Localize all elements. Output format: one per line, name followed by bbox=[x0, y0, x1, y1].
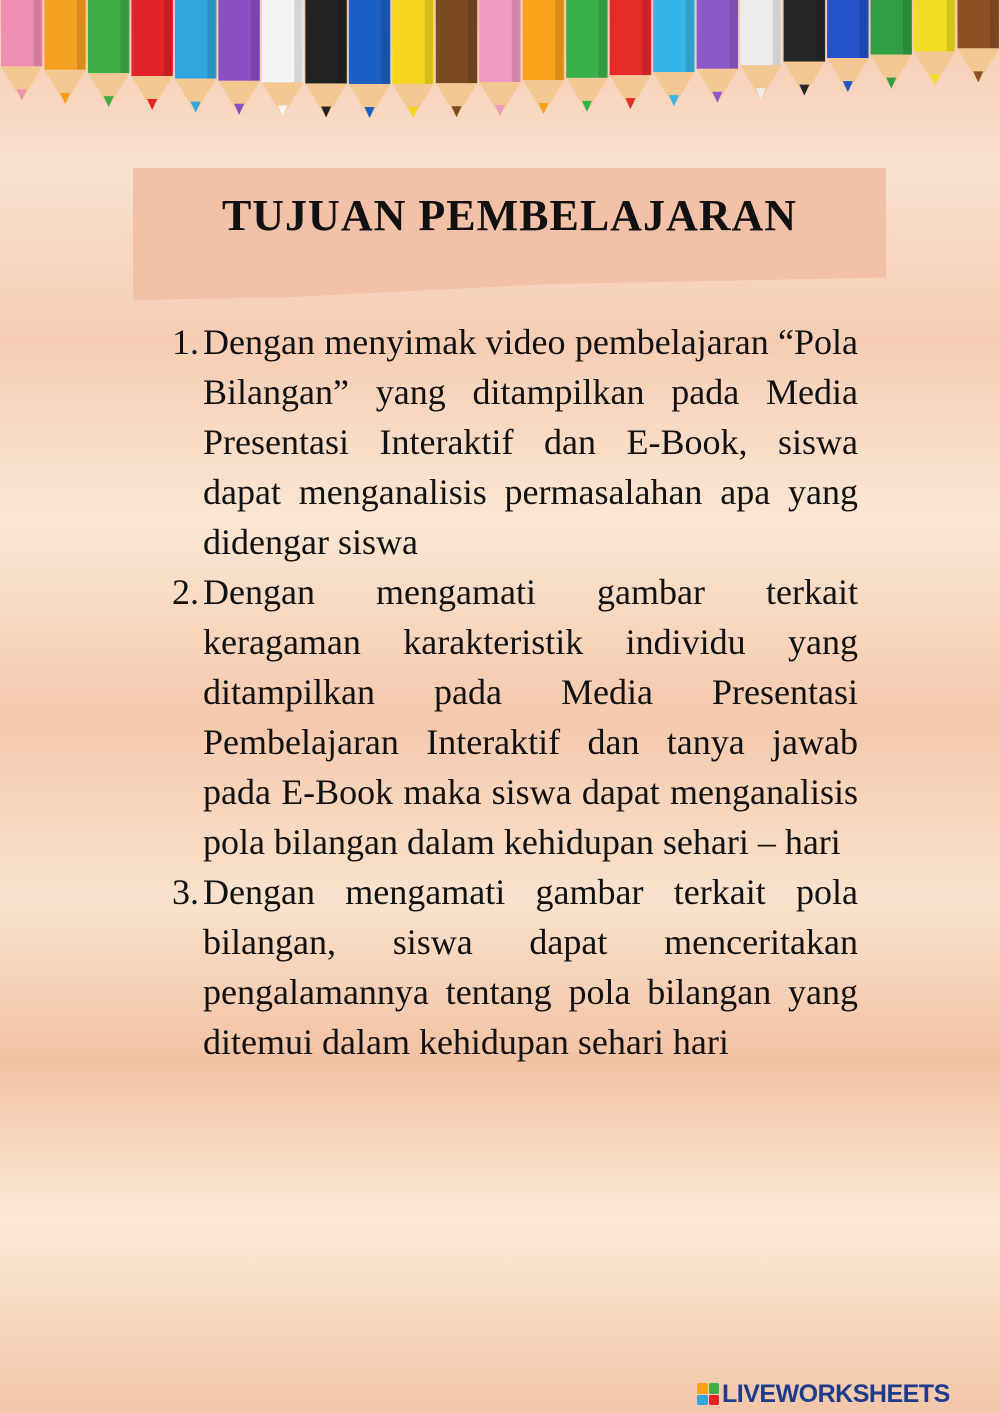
pencil bbox=[610, 0, 651, 109]
goal-number: 3. bbox=[172, 872, 199, 912]
goal-number: 2. bbox=[172, 572, 199, 612]
learning-goals-list bbox=[172, 317, 858, 1067]
pencil bbox=[175, 0, 216, 113]
goal-item-3 bbox=[172, 867, 858, 1067]
goal-number: 1. bbox=[172, 322, 199, 362]
liveworksheets-logo-icon bbox=[697, 1383, 719, 1405]
pencil bbox=[566, 0, 607, 112]
pencil bbox=[131, 0, 172, 110]
goal-text: Dengan menyimak video pembelajaran “Pola Bilangan” yang ditampilkan pada Media Presentasi Interaktif dan E-Book, siswa dapat menganalisis permasalahan apa yang didengar siswa bbox=[203, 322, 858, 562]
pencil-border-decoration bbox=[0, 0, 1000, 160]
pencil bbox=[653, 0, 694, 106]
pencil bbox=[392, 0, 433, 118]
goal-text: Dengan mengamati gambar terkait keragaman karakteristik individu yang ditampilkan pada Media Presentasi Pembelajaran Interaktif dan tanya jawab pada E-Book maka siswa dapat menganalisis pola bilangan dalam kehidupan sehari – hari bbox=[203, 572, 858, 862]
pencil bbox=[1, 0, 42, 100]
pencil bbox=[914, 0, 955, 85]
page-title: TUJUAN PEMBELAJARAN bbox=[221, 191, 798, 240]
pencil bbox=[479, 0, 520, 116]
liveworksheets-logo bbox=[697, 1379, 950, 1409]
logo-text: LIVEWORKSHEETS bbox=[722, 1379, 950, 1408]
pencil bbox=[436, 0, 477, 117]
pencil bbox=[349, 0, 390, 118]
pencil bbox=[958, 0, 999, 82]
goal-item-1 bbox=[172, 317, 858, 567]
pencil bbox=[697, 0, 738, 103]
pencil bbox=[88, 0, 129, 107]
pencil bbox=[44, 0, 85, 104]
pencil bbox=[871, 0, 912, 89]
pencil bbox=[784, 0, 825, 96]
goal-text: Dengan mengamati gambar terkait pola bilangan, siswa dapat menceritakan pengalamannya tentang pola bilangan yang ditemui dalam kehidupan sehari hari bbox=[203, 872, 858, 1062]
pencil bbox=[305, 0, 346, 117]
pencil bbox=[218, 0, 259, 115]
pencil bbox=[262, 0, 303, 116]
goal-item-2 bbox=[172, 567, 858, 867]
pencil bbox=[740, 0, 781, 99]
pencil bbox=[523, 0, 564, 114]
pencil bbox=[827, 0, 868, 92]
